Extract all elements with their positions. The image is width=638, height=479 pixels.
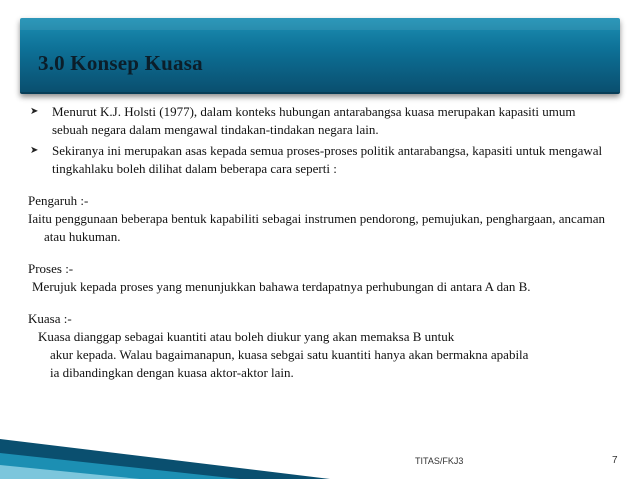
- bullet-text: Menurut K.J. Holsti (1977), dalam konteks hubungan antarabangsa kuasa merupakan kapasiti umum sebuah negara dalam mengawal tindakan-tindakan negara lain.: [52, 104, 576, 137]
- section-text: Iaitu penggunaan beberapa bentuk kapabiliti sebagai instrumen pendorong, pemujukan, penghargaan, ancaman atau hukuman.: [28, 211, 605, 244]
- footer-decoration: [0, 439, 330, 479]
- section-kuasa: [28, 310, 613, 382]
- section-text-line: Kuasa dianggap sebagai kuantiti atau boleh diukur yang akan memaksa B untuk: [38, 329, 455, 344]
- section-label: Kuasa :-: [28, 311, 72, 326]
- arrow-right-icon: ➤: [30, 145, 39, 156]
- section-text-line: akur kepada. Walau bagaimanapun, kuasa sebgai satu kuantiti hanya akan bermakna apabila: [50, 347, 529, 362]
- footer-label: TITAS/FKJ3: [415, 456, 464, 466]
- page-number: 7: [612, 455, 618, 466]
- bullet-text: Sekiranya ini merupakan asas kepada semua proses-proses politik antarabangsa, kapasiti untuk mengawal tingkahlaku boleh dilihat dalam beberapa cara seperti :: [52, 143, 603, 176]
- section-pengaruh: [28, 192, 613, 246]
- section-text-line: ia dibandingkan dengan kuasa aktor-aktor lain.: [50, 365, 294, 380]
- title-bar: [20, 18, 620, 94]
- section-label: Proses :-: [28, 261, 74, 276]
- section-proses: [28, 260, 613, 296]
- slide-content: [28, 103, 613, 382]
- bullet-item: [28, 103, 613, 139]
- bullet-item: [28, 142, 613, 178]
- arrow-right-icon: ➤: [30, 106, 39, 117]
- section-label: Pengaruh :-: [28, 193, 89, 208]
- slide-title: 3.0 Konsep Kuasa: [38, 51, 203, 75]
- section-text: Merujuk kepada proses yang menunjukkan bahawa terdapatnya perhubungan di antara A dan B.: [32, 279, 531, 294]
